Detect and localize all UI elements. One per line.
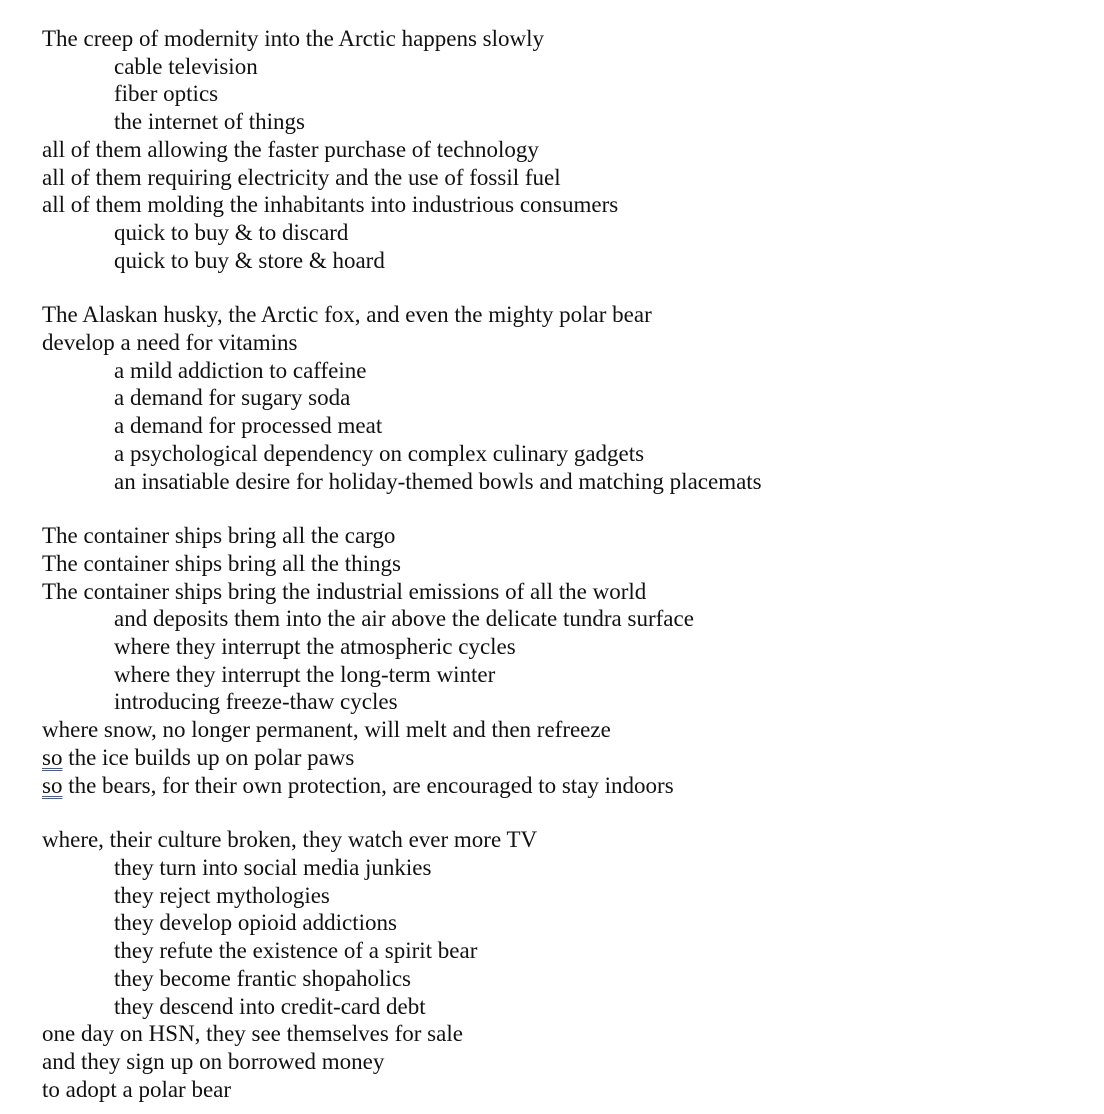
line-text: they reject mythologies [114,882,330,908]
poem-line [42,772,1082,800]
line-text: The creep of modernity into the Arctic happens slowly [42,26,545,51]
indented-poem-line [42,993,1082,1021]
line-text: a mild addiction to caffeine [114,357,367,383]
poem-line [42,191,1082,219]
indented-poem-line [42,412,1082,440]
line-text: The container ships bring all the things [42,550,401,576]
line-text: an insatiable desire for holiday-themed bowls and matching placemats [114,468,762,494]
line-text: the bears, for their own protection, are encouraged to stay indoors [68,772,674,798]
indented-poem-line [42,468,1082,496]
stanza [42,301,1082,495]
indented-poem-line [42,965,1082,993]
line-text: a psychological dependency on complex culinary gadgets [114,440,645,466]
line-text: to adopt a polar bear [42,1076,232,1102]
poem-line [42,301,1082,329]
poem-line [42,25,1082,53]
indented-poem-line [42,108,1082,136]
indented-poem-line [42,53,1082,81]
underlined-word: so [42,744,63,770]
poem-line [42,329,1082,357]
indented-poem-line [42,247,1082,275]
line-text: quick to buy & to discard [114,219,349,245]
line-text: The container ships bring the industrial emissions of all the world [42,578,647,604]
line-text: The container ships bring all the cargo [42,523,396,549]
line-text: and deposits them into the air above the delicate tundra surface [114,606,694,632]
indented-poem-line [42,440,1082,468]
indented-poem-line [42,688,1082,716]
line-text: quick to buy & store & hoard [114,247,385,273]
indented-poem-line [42,384,1082,412]
poem-line [42,522,1082,550]
indented-poem-line [42,357,1082,385]
poem-document [42,25,1082,1103]
poem-line [42,744,1082,772]
indented-poem-line [42,661,1082,689]
line-text: all of them molding the inhabitants into industrious consumers [42,192,619,218]
line-text: one day on HSN, they see themselves for sale [42,1021,463,1047]
indented-poem-line [42,219,1082,247]
line-text: the ice builds up on polar paws [68,744,355,770]
stanza [42,826,1082,1103]
indented-poem-line [42,854,1082,882]
line-text: a demand for sugary soda [114,385,351,411]
indented-poem-line [42,80,1082,108]
poem-line [42,136,1082,164]
line-text: where snow, no longer permanent, will melt and then refreeze [42,717,611,743]
stanza [42,522,1082,799]
poem-line [42,550,1082,578]
line-text: where they interrupt the atmospheric cycles [114,634,516,660]
line-text: introducing freeze-thaw cycles [114,689,398,715]
line-text: all of them requiring electricity and the use of fossil fuel [42,164,561,190]
line-text: they turn into social media junkies [114,854,432,880]
line-text: they refute the existence of a spirit bear [114,938,478,964]
line-text: they develop opioid addictions [114,910,397,936]
poem-line [42,578,1082,606]
indented-poem-line [42,605,1082,633]
line-text: they descend into credit-card debt [114,993,426,1019]
line-text: all of them allowing the faster purchase of technology [42,136,539,162]
poem-line [42,164,1082,192]
line-text: develop a need for vitamins [42,330,298,356]
line-text: they become frantic shopaholics [114,965,411,991]
line-text: cable television [114,53,258,79]
indented-poem-line [42,937,1082,965]
poem-line [42,1020,1082,1048]
indented-poem-line [42,882,1082,910]
indented-poem-line [42,909,1082,937]
line-text: where they interrupt the long-term winter [114,661,496,687]
line-text: the internet of things [114,109,305,135]
line-text: and they sign up on borrowed money [42,1048,385,1074]
underlined-word: so [42,772,63,798]
poem-line [42,1076,1082,1104]
line-text: fiber optics [114,81,219,107]
poem-line [42,1048,1082,1076]
poem-line [42,826,1082,854]
line-text: where, their culture broken, they watch ever more TV [42,827,538,853]
stanza [42,25,1082,274]
line-text: a demand for processed meat [114,413,383,439]
line-text: The Alaskan husky, the Arctic fox, and even the mighty polar bear [42,302,652,328]
indented-poem-line [42,633,1082,661]
poem-line [42,716,1082,744]
